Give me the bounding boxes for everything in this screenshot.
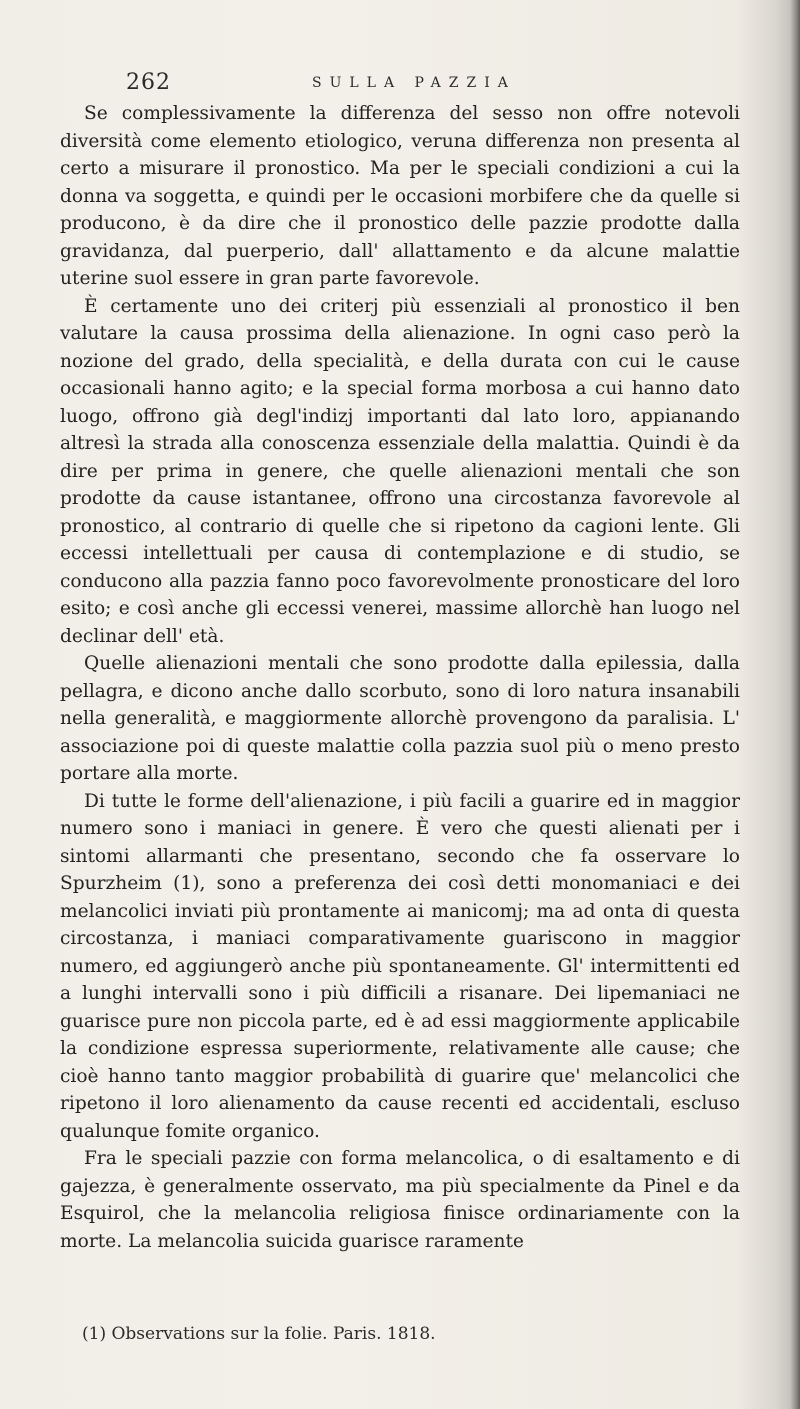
- paragraph-2: È certamente uno dei criterj più essenziali al pronostico il ben valutare la causa prossima della alienazione. In ogni caso però la nozione del grado, della specialità, e della durata con cui le cause occasionali hanno agito; e la special forma morbosa a cui hanno dato luogo, offrono già degl'indizj importanti dal lato loro, appianando altresì la strada alla conoscenza essenziale della malattia. Quindi è da dire per prima in genere, che quelle alienazioni mentali che son prodotte da cause istantanee, offrono una circostanza favorevole al pronostico, al contrario di quelle che si ripetono da cagioni lente. Gli eccessi intellettuali per causa di contemplazione e di studio, se conducono alla pazzia fanno poco favorevolmente pronosticare del loro esito; e così anche gli eccessi venerei, massime allorchè han luogo nel declinar dell' età.: [60, 295, 740, 647]
- body-text: [60, 100, 740, 1255]
- running-title: SULLA PAZZIA: [312, 75, 516, 91]
- paragraph-4: Di tutte le forme dell'alienazione, i più facili a guarire ed in maggior numero sono i maniaci in genere. È vero che questi alienati per i sintomi allarmanti che presentano, secondo che fa osservare lo Spurzheim (1), sono a preferenza dei così detti monomaniaci e dei melancolici inviati più prontamente ai manicomj; ma ad onta di questa circostanza, i maniaci comparativamente guariscono in maggior numero, ed aggiungerò anche più spontaneamente. Gl' intermittenti ed a lunghi intervalli sono i più difficili a risanare. Dei lipemaniaci ne guarisce pure non piccola parte, ed è ad essi maggiormente applicabile la condizione espressa superiormente, relativamente alle cause; che cioè hanno tanto maggior probabilità di guarire que' melancolici che ripetono il loro alienamento da cause recenti ed accidentali, escluso qualunque fomite organico.: [60, 790, 740, 1142]
- page-number: 262: [126, 70, 171, 95]
- page-header: [126, 70, 726, 104]
- paragraph-3: Quelle alienazioni mentali che sono prodotte dalla epilessia, dalla pellagra, e dicono anche dallo scorbuto, sono di loro natura insanabili nella generalità, e maggiormente allorchè provengono da paralisia. L' associazione poi di queste malattie colla pazzia suol più o meno presto portare alla morte.: [60, 653, 740, 784]
- paragraph-5: Fra le speciali pazzie con forma melancolica, o di esaltamento e di gajezza, è generalmente osservato, ma più specialmente da Pinel e da Esquirol, che la melancolia religiosa finisce ordinariamente con la morte. La melancolia suicida guarisce raramente: [60, 1148, 740, 1252]
- page-edge-shadow: [790, 0, 800, 1409]
- footnote: (1) Observations sur la folie. Paris. 1818.: [82, 1324, 436, 1344]
- paragraph-1: Se complessivamente la differenza del sesso non offre notevoli diversità come elemento etiologico, veruna differenza non presenta al certo a misurare il pronostico. Ma per le speciali condizioni a cui la donna va soggetta, e quindi per le occasioni morbifere che da quelle si producono, è da dire che il pronostico delle pazzie prodotte dalla gravidanza, dal puerperio, dall' allattamento e da alcune malattie uterine suol essere in gran parte favorevole.: [60, 103, 740, 289]
